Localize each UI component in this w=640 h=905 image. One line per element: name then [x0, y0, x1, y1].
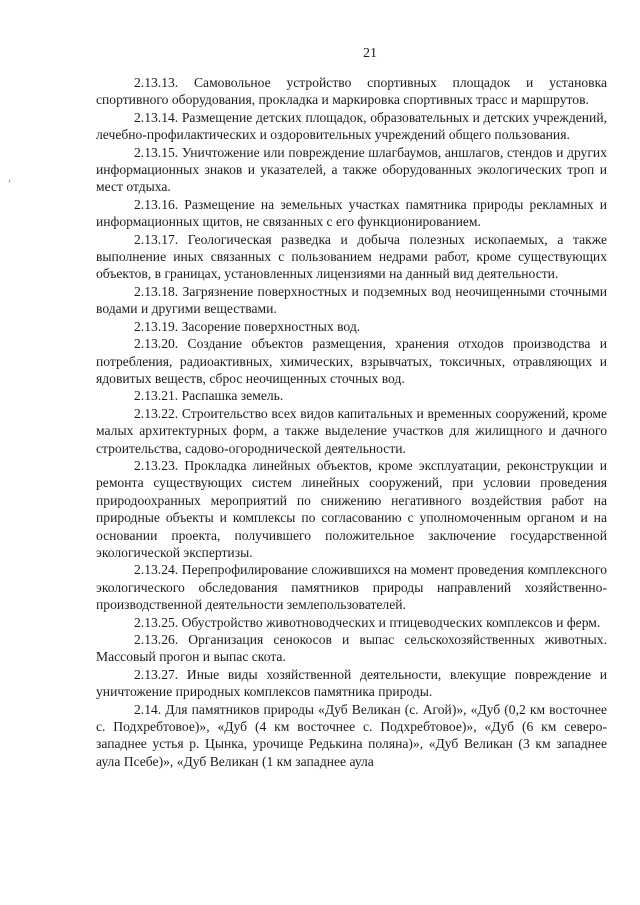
paragraph-2-13-16: 2.13.16. Размещение на земельных участках памятника природы рекламных и информационных щитов, не связанных с его функционированием. [96, 196, 607, 230]
paragraph-2-13-20: 2.13.20. Создание объектов размещения, хранения отходов производства и потребления, радиоактивных, химических, взрывчатых, токсичных, отравляющих и ядовитых веществ, сброс неочищенных сточных вод. [96, 336, 607, 386]
margin-mark: ʹ [8, 180, 11, 191]
paragraph-2-13-19: 2.13.19. Засорение поверхностных вод. [134, 318, 361, 334]
paragraph-2-13-18: 2.13.18. Загрязнение поверхностных и подземных вод неочищенными сточными водами и другими веществами. [96, 283, 607, 317]
paragraph-2-13-22: 2.13.22. Строительство всех видов капитальных и временных сооружений, кроме малых архитектурных форм, а также выделение участков для жилищного и дачного строительства, садово-огороднической деятельности. [96, 405, 607, 456]
paragraph-2-13-15: 2.13.15. Уничтожение или повреждение шлагбаумов, аншлагов, стендов и других информационных знаков и указателей, а также оборудованных экологических троп и мест отдыха. [96, 144, 607, 195]
paragraph-2-13-17: 2.13.17. Геологическая разведка и добыча полезных ископаемых, а также выполнение иных связанных с пользованием недрами работ, кроме существующих объектов, в границах, установленных лицензиями на данный вид деятельности. [96, 231, 607, 282]
document-body [96, 74, 607, 770]
paragraph-2-13-27: 2.13.27. Иные виды хозяйственной деятельности, влекущие повреждение и уничтожение природных комплексов памятника природы. [96, 666, 607, 700]
paragraph-2-13-14: 2.13.14. Размещение детских площадок, образовательных и детских учреждений, лечебно-профилактических и оздоровительных учреждений общего пользования. [96, 109, 607, 143]
paragraph-2-13-24: 2.13.24. Перепрофилирование сложившихся на момент проведения комплексного экологического обследования памятников природы направлений хозяйственно-производственной деятельности землепользователей. [96, 562, 607, 613]
paragraph-2-13-25: 2.13.25. Обустройство животноводческих и птицеводческих комплексов и ферм. [134, 614, 601, 630]
paragraph-2-13-13: 2.13.13. Самовольное устройство спортивных площадок и установка спортивного оборудования, прокладка и маркировка спортивных трасс и маршрутов. [96, 75, 607, 108]
paragraph-2-13-23: 2.13.23. Прокладка линейных объектов, кроме эксплуатации, реконструкции и ремонта существующих систем линейных сооружений, при условии проведения природоохранных мероприятий по снижению негативного воздействия работ на природные объекты и комплексы по согласованию с уполномоченным органом и на основании проекта, получившего положительное заключение государственной экологической экспертизы. [96, 457, 607, 560]
paragraph-2-13-26: 2.13.26. Организация сенокосов и выпас сельскохозяйственных животных. Массовый прогон и выпас скота. [96, 632, 607, 665]
paragraph-2-13-21: 2.13.21. Распашка земель. [134, 388, 284, 404]
page-number: 21 [363, 46, 377, 61]
paragraph-2-14: 2.14. Для памятников природы «Дуб Великан (с. Агой)», «Дуб (0,2 км восточнее с. Подхребтовое)», «Дуб (4 км восточнее с. Подхребтовое)», «Дуб (6 км северо-западнее устья р. Цынка, урочище Редькина поляна)», «Дуб Великан (3 км западнее аула Псебе)», «Дуб Великан (1 км западнее аула [96, 701, 607, 769]
